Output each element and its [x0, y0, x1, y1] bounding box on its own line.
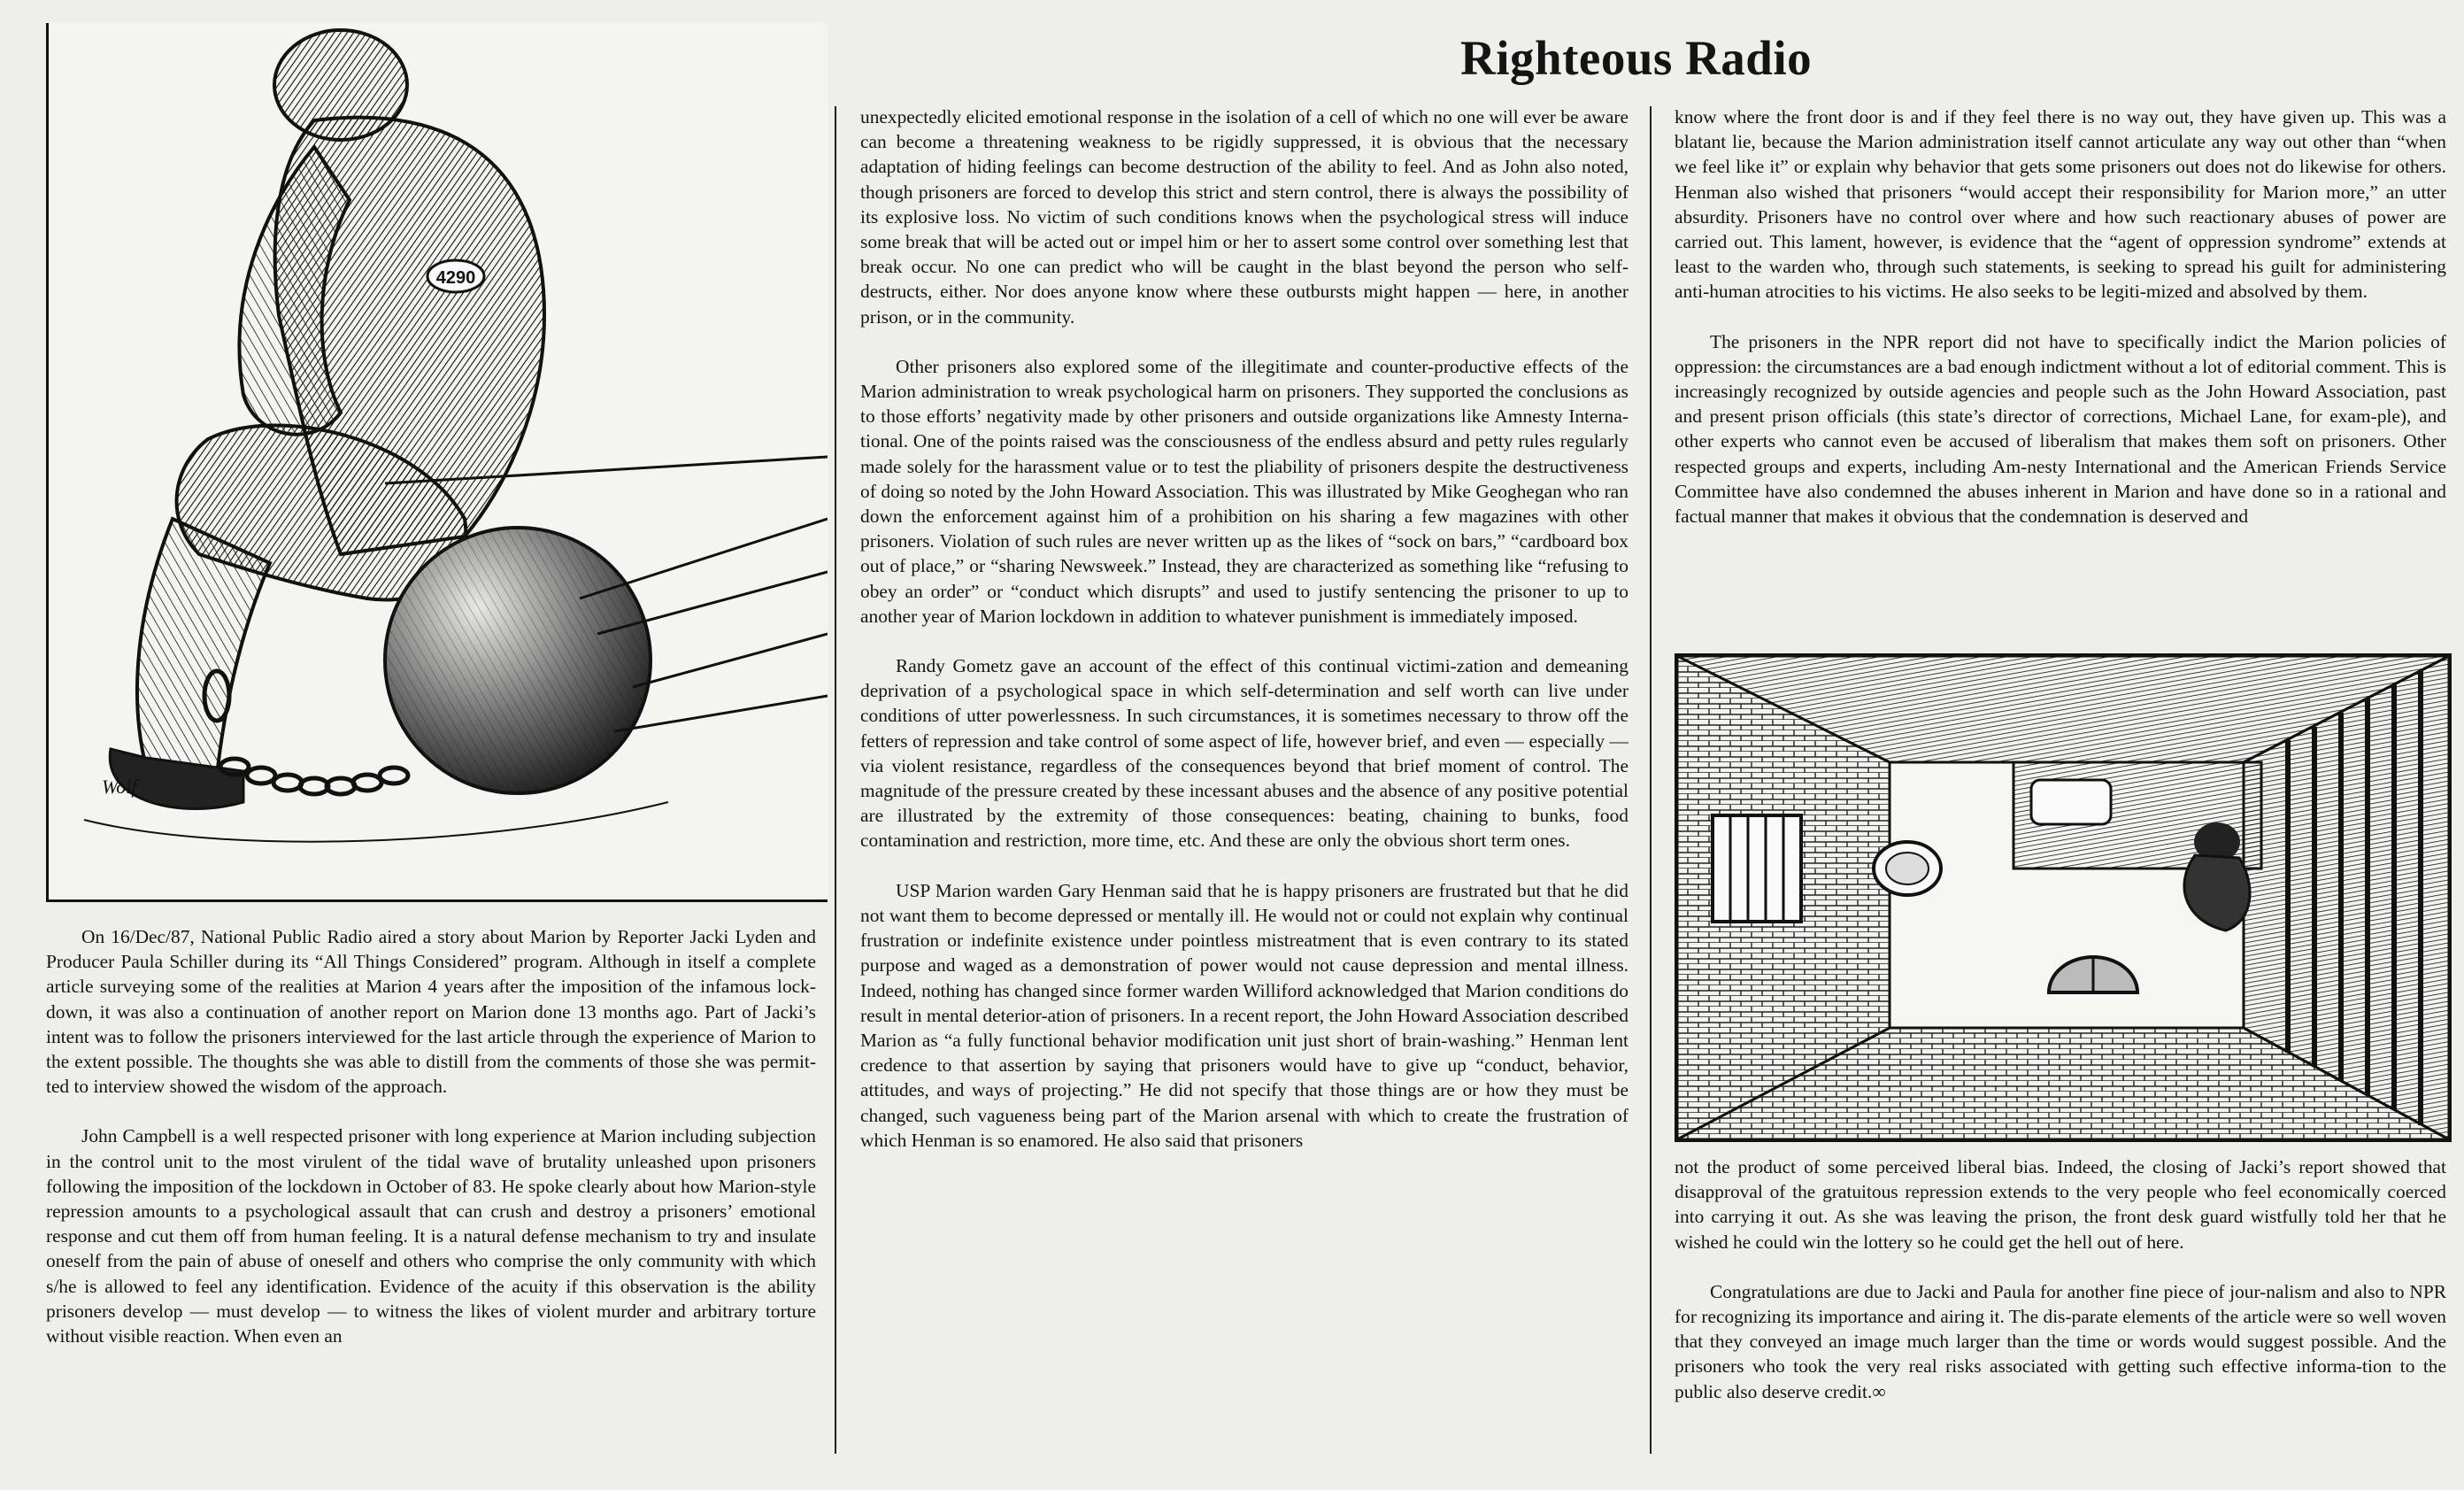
shin-shape: [137, 519, 270, 776]
barred-window: [1713, 815, 1801, 922]
chain-links: [204, 671, 408, 794]
column-3-bottom: [1675, 1154, 2446, 1455]
paragraph: Other prisoners also explored some of the illegitimate and counter-productive effects of the Marion administration to wreak psychological harm on prisoners. They supported the conclusions as to those efforts’ negativity made by other prisoners and outside organizations like Amnesty Interna-tional. One of the points raised was the consciousness of the endless absurd and petty rules regularly made solely for the harassment value or to test the pliability of prisoners despite the destructiveness of doing so noted by the John Howard Association. This was illustrated by Mike Geoghegan who ran down the enforcement against him of a prohibition on his sharing a few magazines with other prisoners. Violation of such rules are never written up as the likes of “sock on bars,” “cardboard box out of place,” or “sharing Newsweek.” Instead, they are characterized as something like “refusing to obey an order” or “conduct which disrupts” and used to justify sentencing the prisoner to up to another year of Marion lockdown in addition to whatever punishment is immediately imposed.: [860, 355, 1629, 627]
paragraph: Randy Gometz gave an account of the effect of this continual victimi-zation and demeaning deprivation of a psychological space in which self-determination and self worth can live under conditions of utter powerlessness. In such circumstances, it is sometimes necessary to throw off the fetters of repression and take control of some aspect of life, however brief, and even — especially — via violent resistance, regardless of the consequences beyond that brief moment of control. The magnitude of the pressure created by these incessant abuses and the absence of any positive potential are illustrated by the extremity of those consequences: beating, chaining to bunks, food contamination and restriction, more time, etc. And these are only the obvious short term ones.: [860, 655, 1629, 852]
thinker-prisoner-drawing: [49, 23, 828, 899]
column-rule: [835, 106, 836, 1454]
column-2: [860, 104, 1629, 1453]
column-3-top: [1675, 104, 2446, 653]
toilet: [1874, 842, 1941, 895]
artist-signature: Wolf: [102, 776, 137, 798]
paragraph: John Campbell is a well respected prisoner with long experience at Marion including subjection in the control unit to the most virulent of the tidal wave of brutality unleashed upon prisoners following the imposition of the lockdown in October of 83. He spoke clearly about how Marion-style repression amounts to a psychological assault that can crush and destroy a prisoners’ emotional response and cut them off from human feeling. It is a natural defense mechanism to try and insulate oneself from the pain of abuse of oneself and others who comprise the only community with which s/he is allowed to feel any identification. Evidence of the acuity if this observation is the ability prisoners develop — must develop — to witness the likes of violent murder and arbitrary torture without visible reaction. When even an: [46, 1125, 816, 1347]
prison-cell-drawing: [1677, 656, 2449, 1139]
paragraph: unexpectedly elicited emotional response in the isolation of a cell of which no one will ever be aware can become a threatening weakness to be rigidly suppressed, it is obvious that the necessary adaptation of hiding feelings can become destruction of the ability to feel. And as John also noted, though prisoners are forced to develop this strict and stern control, there is always the possibility of its explosive loss. No victim of such conditions knows when the psychological stress will induce some break that will be acted out or impel him or her to assert some control over something lest that break occur. No one can predict who will be caught in the blast beyond the person who self-destructs, either. Nor does anyone know where these outbursts might happen — here, in another prison, or in the community.: [860, 106, 1629, 328]
prisoner-number: 4290: [435, 268, 476, 288]
thinker-prisoner-illustration: [46, 23, 828, 902]
prison-cell-illustration: [1675, 653, 2452, 1142]
paragraph: not the product of some perceived liberal bias. Indeed, the closing of Jacki’s report showed that disapproval of the gratuitous repression extends to the very people who feel economically coerced into carrying it out. As she was leaving the prison, the front desk guard wistfully told her that he wished he could win the lottery so he could get the hell out of here.: [1675, 1156, 2446, 1253]
column-rule: [1650, 106, 1652, 1454]
paragraph: The prisoners in the NPR report did not have to specifically indict the Marion policies of oppression: the circumstances are a bad enough indictment without a lot of editorial comment. This is increasingly recognized by outside agencies and people such as the John Howard Association, past and present prison officials (this state’s director of corrections, Michael Lane, for exam-ple), and other experts who cannot even be accused of liberalism that makes them soft on prisoners. Other respected groups and experts, including Am-nesty International and the American Friends Service Committee have also condemned the abuses inherent in Marion and have done so in a rational and factual manner that makes it obvious that the condemnation is deserved and: [1675, 330, 2446, 528]
paragraph: Congratulations are due to Jacki and Paula for another fine piece of jour-nalism and also to NPR for recognizing its importance and airing it. The dis-parate elements of the article were so well woven that they conveyed an image much larger than the time or words would suggest possible. And the prisoners who took the very real risks associated with getting such effective informa-tion to the public also deserve credit.∞: [1675, 1280, 2446, 1402]
column-1: [46, 924, 816, 1453]
article-title: Righteous Radio: [1460, 31, 1813, 85]
paragraph: know where the front door is and if they feel there is no way out, they have given up. This was a blatant lie, because the Marion administration itself cannot articulate any way out other than “when we feel like it” or explain why behavior that gets some prisoners out does not do likewise for others. Henman also wished that prisoners “would accept their responsibility for Marion more,” an utter absurdity. Prisoners have no control over where and how such reactionary abuses of power are carried out. This lament, however, is evidence that the “agent of oppression syndrome” extends at least to the warden who, through such statements, is seeking to spread his guilt for administering anti-human atrocities to his victims. He also seeks to be legiti-mized and absolved by them.: [1675, 106, 2446, 303]
paragraph: USP Marion warden Gary Henman said that he is happy prisoners are frustrated but that he did not want them to become depressed or mentally ill. He would not or could not explain why continual frustration or indefinite existence under pointless mistreatment that is even contrary to its stated purpose and waged as a demonstration of power would not cause depression and mental illness. Indeed, nothing has changed since former warden Williford acknowledged that Marion conditions do result in mental deterior-ation of prisoners. In a recent report, the John Howard Association described Marion as “a fully functional behavior modification unit just short of brain-washing.” Henman lent credence to that assertion by saying that prisoners would have to give up “conduct, behavior, attitudes, and ways of projecting.” He did not specify that those things are or how they must be changed, such vagueness being part of the Marion arsenal with which to create the frustration of which Henman is so enamored. He also said that prisoners: [860, 879, 1629, 1151]
paragraph: On 16/Dec/87, National Public Radio aired a story about Marion by Reporter Jacki Lyden and Producer Paula Schiller during its “All Things Considered” program. Although in itself a complete article surveying some of the realities at Marion 4 years after the imposition of the infamous lock-down, it was also a continuation of another report on Marion done 13 months ago. Part of Jacki’s intent was to follow the prisoners interviewed for the last article through the experience of Marion to the extent possible. The thoughts she was able to distill from the comments of those she was permit-ted to interview showed the wisdom of the approach.: [46, 926, 816, 1098]
